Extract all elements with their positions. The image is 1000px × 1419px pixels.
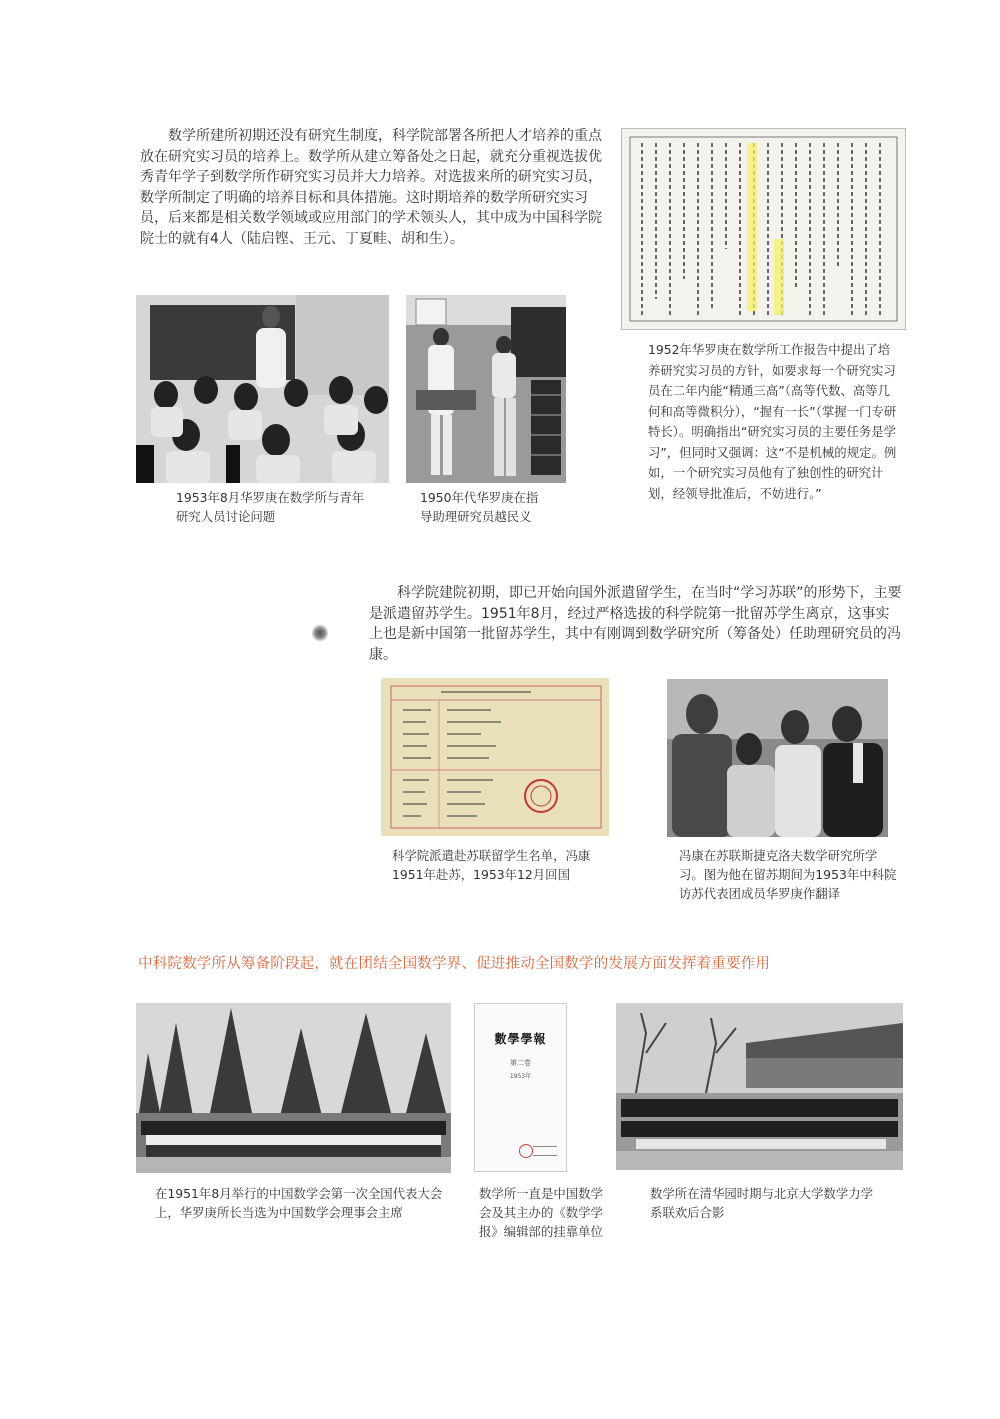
journal-publisher-lines [533, 1146, 557, 1156]
journal-caption-text: 数学所一直是中国数学会及其主办的《数学学报》编辑部的挂靠单位 [479, 1186, 603, 1239]
congress-caption-text: 在1951年8月举行的中国数学会第一次全国代表大会上，华罗庚所长当选为中国数学会理事会主席 [155, 1186, 443, 1220]
classroom-caption [176, 488, 376, 526]
abroad-text: 科学院建院初期，即已开始向国外派遣留学生，在当时“学习苏联”的形势下，主要是派遣留苏学生。1951年8月，经过严格选拔的科学院第一批留苏学生离京，这事实上也是新中国第一批留苏学生，其中有刚调到数学研究所（筹备处）任助理研究员的冯康。 [369, 585, 902, 663]
party-caption [650, 1184, 880, 1222]
abroad-paragraph [369, 583, 903, 665]
student-list-caption-text: 科学院派遣赴苏联留学生名单，冯康1951年赴苏，1953年12月回国 [392, 848, 591, 882]
fengkang-caption [679, 846, 899, 903]
intro-text: 数学所建所初期还没有研究生制度，科学院部署各所把人才培养的重点放在研究实习员的培养上。数学所从建立筹备处之日起，就充分重视选拔优秀青年学子到数学所作研究实习员并大力培养。对选拔来所的研究实习员，数学所制定了明确的培养目标和具体措施。这时期培养的数学所研究实习员，后来都是相关数学领域或应用部门的学术领头人，其中成为中国科学院院士的就有4人（陆启铿、王元、丁夏畦、胡和生）。 [140, 128, 602, 247]
work-report-scan [621, 128, 906, 330]
blackboard-caption [420, 488, 550, 526]
congress-photo [136, 1003, 451, 1173]
journal-seal [519, 1144, 533, 1158]
journal-year: 1953年 [509, 1073, 532, 1080]
blackboard-photo [406, 295, 566, 483]
fengkang-photo [667, 679, 888, 837]
fengkang-caption-text: 冯康在苏联斯捷克洛夫数学研究所学习。图为他在留苏期间为1953年中科院访苏代表团成员华罗庚作翻译 [679, 848, 897, 901]
student-list-caption [392, 846, 612, 884]
congress-caption [155, 1184, 455, 1222]
student-list-document [381, 678, 609, 836]
ink-smudge [312, 624, 328, 642]
report-caption-text: 1952年华罗庚在数学所工作报告中提出了培养研究实习员的方针，如要求每一个研究实习员在二年内能“精通三高”（高等代数、高等几何和高等微积分），“握有一长”（掌握一门专研特长）。明确指出“研究实习员的主要任务是学习”，但同时又强调：这“不是机械的规定。例如，一个研究实习员他有了独创性的研究计划，经领导批准后，不妨进行。” [648, 342, 897, 501]
blackboard-caption-text: 1950年代华罗庚在指导助理研究员越民义 [420, 490, 539, 524]
journal-volume: 第二卷 [510, 1059, 531, 1067]
intro-paragraph [140, 126, 615, 250]
party-photo [616, 1003, 903, 1170]
classroom-caption-text: 1953年8月华罗庚在数学所与青年研究人员讨论问题 [176, 490, 365, 524]
journal-caption [479, 1184, 609, 1241]
party-caption-text: 数学所在清华园时期与北京大学数学力学系联欢后合影 [650, 1186, 874, 1220]
section-headline [138, 954, 898, 974]
classroom-photo [136, 295, 389, 483]
section-headline-text: 中科院数学所从筹备阶段起，就在团结全国数学界、促进推动全国数学的发展方面发挥着重要作用 [138, 956, 771, 972]
report-caption [648, 340, 898, 504]
journal-cover [474, 1003, 567, 1172]
journal-title: 數學學報 [494, 1032, 547, 1046]
